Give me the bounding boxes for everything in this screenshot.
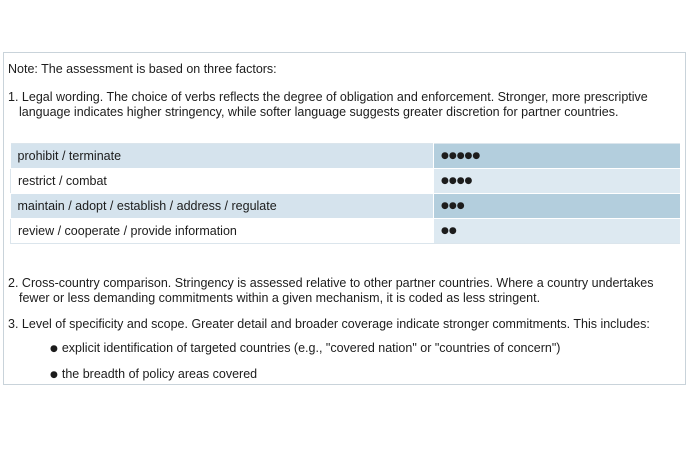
bullet-icon: ● <box>50 370 58 380</box>
factor-1 <box>8 90 678 120</box>
factor-3 <box>8 317 678 332</box>
factor-text: Cross-country comparison. Stringency is assessed relative to other partner countries. Where a country undertakes <box>21 276 654 290</box>
table-row <box>11 144 681 169</box>
verb-cell: maintain / adopt / establish / address / regulate <box>11 194 434 219</box>
rating-cell: ●●●●● <box>434 144 681 169</box>
bullet-icon: ● <box>50 344 58 354</box>
factor-number: 3. <box>8 317 19 331</box>
factor-text-continued: fewer or less demanding commitments within a given mechanism, it is coded as less stringent. <box>19 291 541 305</box>
rating-cell: ●● <box>434 219 681 244</box>
table-row <box>11 169 681 194</box>
bullet-text: the breadth of policy areas covered <box>61 367 258 381</box>
stringency-table <box>10 143 680 244</box>
table-row <box>11 194 681 219</box>
note-heading: Note: The assessment is based on three factors: <box>8 62 277 76</box>
factor-2 <box>8 276 678 306</box>
factor-text: Level of specificity and scope. Greater detail and broader coverage indicate stronger commitments. This includes: <box>21 317 650 331</box>
factor-text: Legal wording. The choice of verbs reflects the degree of obligation and enforcement. Stronger, more prescriptive <box>21 90 648 104</box>
factor-number: 2. <box>8 276 19 290</box>
factor-text-continued: language indicates higher stringency, while softer language suggests greater discretion for partner countries. <box>19 105 619 119</box>
list-item <box>50 367 257 383</box>
verb-cell: prohibit / terminate <box>11 144 434 169</box>
verb-cell: review / cooperate / provide information <box>11 219 434 244</box>
verb-cell: restrict / combat <box>11 169 434 194</box>
rating-cell: ●●●● <box>434 169 681 194</box>
factor-number: 1. <box>8 90 19 104</box>
bullet-text: explicit identification of targeted countries (e.g., "covered nation" or "countries of concern") <box>61 341 561 355</box>
table-row <box>11 219 681 244</box>
rating-cell: ●●● <box>434 194 681 219</box>
list-item <box>50 341 560 357</box>
